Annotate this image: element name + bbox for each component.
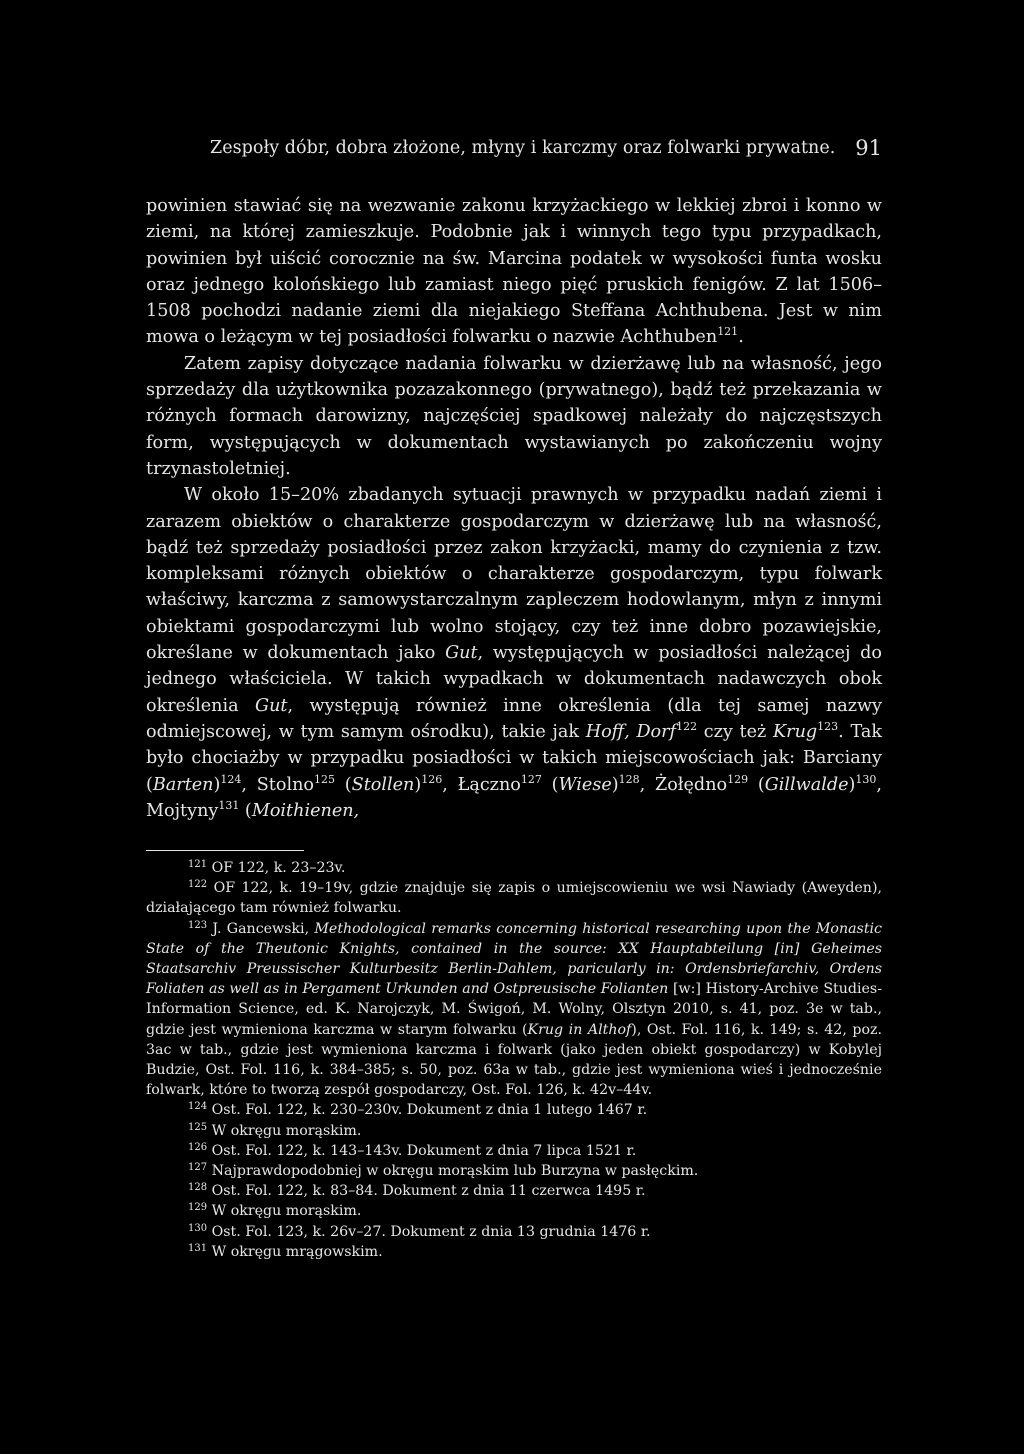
- footnotes: [146, 858, 882, 1262]
- footnote-121: $^{121}$ OF 122, k. 23–23v.: [188, 859, 346, 876]
- footnote-ref-126: 126: [421, 772, 443, 786]
- running-header-title: Zespoły dóbr, dobra złożone, młyny i karczmy oraz folwarki prywatne.: [210, 138, 836, 158]
- footnote-131: $^{131}$ W okręgu mrągowskim.: [188, 1242, 383, 1260]
- footnote-122: $^{122}$ OF 122, k. 19–19v, gdzie znajduje się zapis o umiejscowieniu we wsi Nawiady (Aweyden), działającego tam również folwarku.: [146, 879, 882, 917]
- main-text: [146, 193, 882, 824]
- footnote-ref-122: 122: [676, 719, 698, 733]
- footnote-124: $^{124}$ Ost. Fol. 122, k. 230–230v. Dokument z dnia 1 lutego 1467 r.: [188, 1101, 648, 1119]
- footnote-divider: [146, 850, 304, 851]
- footnote-127: $^{127}$ Najprawdopodobniej w okręgu morąskim lub Burzyna w pasłęckim.: [188, 1162, 699, 1180]
- document-page: [146, 0, 882, 1454]
- footnote-125: $^{125}$ W okręgu morąskim.: [188, 1121, 362, 1139]
- footnote-123: $^{123}$ J. Gancewski, Methodological remarks concerning historical researching upon the Monastic State of the Theutonic Knights, contained in the source: XX Hauptabteilung [in] Geheimes Staatsarchiv Preussischer Kulturbesitz Berlin-Dahlem, paricularly in: Ordensbriefarchiv, Ordens Foliaten as well as in Pergament Urkunden and Ostpreusische Folianten [w:] History-Archive Studies-Information Science, ed. K. Narojczyk, M. Świgoń, M. Wolny, Olsztyn 2010, s. 41, poz. 3e w tab., gdzie jest wymieniona karczma w starym folwarku (Krug in Althof), Ost. Fol. 116, k. 149; s. 42, poz. 3ac w tab., gdzie jest wymieniona karczma i folwark (jako jeden obiekt gospodarczy) w Kobylej Budzie, Ost. Fol. 116, k. 384–385; s. 50, poz. 63a w tab., gdzie jest wymieniona wieś i jednocześnie folwark, które to tworzą zespół gospodarczy, Ost. Fol. 126, k. 42v–44v.: [146, 919, 883, 1099]
- footnote-ref-121: 121: [717, 325, 739, 339]
- page-number: 91: [855, 136, 882, 160]
- footnote-128: $^{128}$ Ost. Fol. 122, k. 83–84. Dokument z dnia 11 czerwca 1495 r.: [188, 1182, 646, 1200]
- footnote-ref-130: 130: [855, 772, 877, 786]
- paragraph-2: Zatem zapisy dotyczące nadania folwarku w dzierżawę lub na własność, jego sprzedaży dla użytkownika pozazakonnego (prywatnego), bądź też przekazania w różnych formach darowizny, najczęściej spadkowej należały do najczęstszych form, występujących w dokumentach wystawianych po zakończeniu wojny trzynastoletniej.: [146, 353, 882, 479]
- footnote-126: $^{126}$ Ost. Fol. 122, k. 143–143v. Dokument z dnia 7 lipca 1521 r.: [188, 1141, 637, 1159]
- running-header: [146, 136, 882, 166]
- footnote-ref-129: 129: [727, 772, 749, 786]
- footnote-ref-127: 127: [520, 772, 542, 786]
- footnote-129: $^{129}$ W okręgu morąskim.: [188, 1202, 362, 1220]
- footnote-ref-128: 128: [618, 772, 640, 786]
- footnote-130: $^{130}$ Ost. Fol. 123, k. 26v–27. Dokument z dnia 13 grudnia 1476 r.: [188, 1222, 651, 1240]
- footnote-ref-124: 124: [220, 772, 242, 786]
- footnote-ref-131: 131: [218, 798, 240, 812]
- footnote-ref-123: 123: [817, 719, 839, 733]
- footnote-ref-125: 125: [314, 772, 336, 786]
- paragraph-3: W około 15–20% zbadanych sytuacji prawnych w przypadku nadań ziemi i zarazem obiektów o charakterze gospodarczym w dzierżawę lub na własność, bądź też sprzedaży posiadłości przez zakon krzyżacki, mamy do czynienia z tzw. kompleksami różnych obiektów o charakterze gospodarczym, typu folwark właściwy, karczma z samowystarczalnym zapleczem hodowlanym, młyn z innymi obiektami gospodarczymi lub wolno stojący, czy też inne dobro pozawiejskie, określane w dokumentach jako Gut, występujących w posiadłości należącej do jednego właściciela. W takich wypadkach w dokumentach nadawczych obok określenia Gut, występują również inne określenia (dla tej samej nazwy odmiejscowej, w tym samym ośrodku), takie jak Hoff, Dorf$^{122}$ czy też Krug$^{123}$. Tak było chociażby w przypadku posiadłości w takich miejscowościach jak: Barciany (Barten)$^{124}$, Stolno$^{125}$ (Stollen)$^{126}$, Łączno$^{127}$ (Wiese)$^{128}$, Żołędno$^{129}$ (Gillwalde)$^{130}$, Mojtyny$^{131}$ (Moithienen,: [146, 485, 883, 821]
- paragraph-1: powinien stawiać się na wezwanie zakonu krzyżackiego w lekkiej zbroi i konno w ziemi, na której zamieszkuje. Podobnie jak i winnych tego typu przypadkach, powinien był uiścić corocznie na św. Marcina podatek w wysokości funta wosku oraz jednego kolońskiego lub zamiast niego pięć pruskich fenigów. Z lat 1506–1508 pochodzi nadanie ziemi dla niejakiego Steffana Achthubena. Jest w nim mowa o leżącym w tej posiadłości folwarku o nazwie Achthuben$^{121}$.: [146, 196, 882, 348]
